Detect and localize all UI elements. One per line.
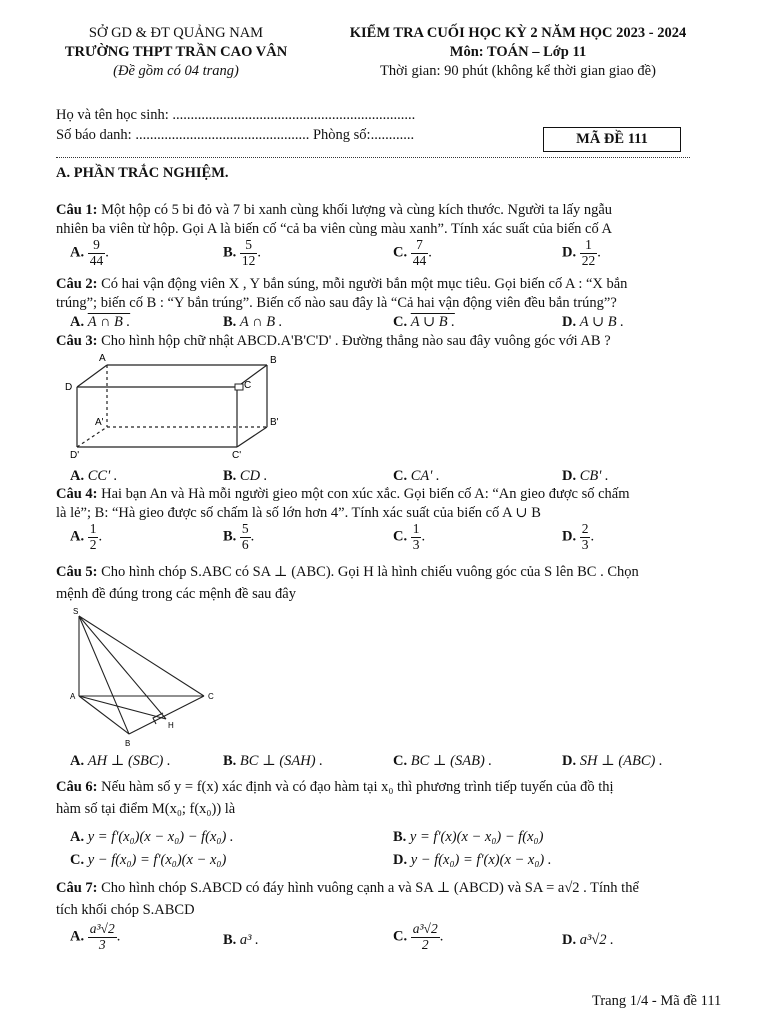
option-label: C.: [393, 528, 408, 545]
option-text: y − f(x₀) = f'(x)(x − x₀) .: [410, 852, 552, 868]
option-label: D.: [562, 753, 577, 769]
option-label: A.: [70, 468, 85, 484]
q2-option-a[interactable]: [70, 313, 130, 332]
exam-code-box: MÃ ĐỀ 111: [543, 127, 681, 152]
q3-option-d[interactable]: [562, 467, 609, 486]
punct: .: [597, 244, 601, 261]
question-text: nhiên ba viên từ hộp. Gọi A là biến cố “cả ba viên cùng màu xanh”. Tính xác suất của biến cố A: [56, 220, 613, 237]
question-5: [56, 561, 736, 606]
question-7: [56, 877, 736, 922]
pages-note: (Đề gồm có 04 trang): [113, 62, 239, 79]
option-label: D.: [562, 528, 577, 545]
option-text: A ∪ B .: [410, 314, 455, 330]
question-text: Hai bạn An và Hà mỗi người gieo một con xúc xắc. Gọi biến cố A: “An gieo được số chấm: [101, 486, 630, 502]
question-4: [56, 485, 736, 523]
question-text: trúng”; biến cố B : “Y bắn trúng”. Biến cố nào sau đây là “Cả hai vận động viên đều bắn trúng”?: [56, 294, 617, 311]
numerator: 1: [89, 521, 97, 536]
question-text: mệnh đề đúng trong các mệnh đề sau đây: [56, 586, 296, 603]
q2-option-b[interactable]: [223, 313, 282, 332]
option-label: B.: [223, 528, 237, 545]
q6-option-b[interactable]: [393, 828, 543, 847]
label-S: S: [73, 607, 79, 616]
punct: .: [98, 528, 103, 545]
numerator: 7: [411, 238, 429, 254]
punct: .: [439, 928, 444, 945]
divider: [56, 157, 690, 158]
school-name: TRƯỜNG THPT TRẦN CAO VÂN: [64, 43, 288, 60]
option-label: D.: [393, 852, 408, 868]
page-footer: Trang 1/4 - Mã đề 111: [592, 993, 722, 1009]
q5-option-c[interactable]: [393, 752, 492, 771]
label-B: B: [125, 739, 131, 748]
question-1: [56, 201, 736, 239]
option-label: C.: [393, 314, 408, 330]
q1-option-a[interactable]: [70, 238, 109, 269]
q4-option-c[interactable]: [393, 522, 425, 553]
subject: Môn: TOÁN – Lớp 11: [449, 43, 587, 60]
question-number: Câu 3:: [56, 333, 98, 349]
question-number: Câu 7:: [56, 880, 98, 896]
option-text: a³ .: [239, 932, 259, 948]
denominator: 3: [98, 936, 106, 952]
question-number: Câu 5:: [56, 564, 98, 580]
option-label: C.: [393, 468, 408, 484]
question-number: Câu 1:: [56, 202, 98, 218]
denominator: 44: [89, 252, 104, 268]
option-text: A ∩ B .: [87, 314, 131, 330]
question-text: tích khối chóp S.ABCD: [56, 902, 195, 919]
numerator: 5: [241, 521, 249, 536]
question-text: Nếu hàm số y = f(x) xác định và có đạo hàm tại x₀ thì phương trình tiếp tuyến của đồ thị: [101, 779, 614, 795]
option-label: A.: [70, 528, 85, 545]
denominator: 2: [421, 936, 429, 952]
punct: .: [116, 928, 121, 945]
option-label: D.: [562, 932, 577, 948]
option-label: B.: [223, 314, 237, 330]
option-text: y − f(x₀) = f'(x₀)(x − x₀): [87, 852, 227, 868]
question-text: Một hộp có 5 bi đỏ và 7 bi xanh cùng khối lượng và cùng kích thước. Người ta lấy ngẫu: [101, 202, 613, 218]
q5-option-b[interactable]: [223, 752, 323, 771]
option-label: C.: [70, 852, 85, 868]
option-label: C.: [393, 753, 408, 769]
label-C-prime: C': [232, 450, 242, 461]
option-text: CD .: [239, 468, 268, 484]
option-label: B.: [393, 829, 407, 845]
q5-option-a[interactable]: [70, 752, 171, 771]
q5-option-d[interactable]: [562, 752, 663, 771]
q7-option-a[interactable]: [70, 922, 120, 953]
numerator: 9: [88, 238, 106, 254]
label-B: B: [270, 355, 277, 366]
label-A: A: [99, 353, 106, 364]
question-text: Có hai vận động viên X , Y bắn súng, mỗi người bắn một mục tiêu. Gọi biến cố A : “X bắn: [101, 276, 628, 292]
numerator: 5: [240, 238, 258, 254]
label-B-prime: B': [270, 417, 279, 428]
option-label: B.: [223, 468, 237, 484]
option-text: CA' .: [410, 468, 440, 484]
option-text: A ∩ B .: [239, 314, 283, 330]
option-text: AH ⊥ (SBC) .: [87, 753, 171, 769]
q2-option-c[interactable]: [393, 313, 455, 332]
question-number: Câu 4:: [56, 486, 98, 502]
question-text: hàm số tại điểm M(x₀; f(x₀)) là: [56, 801, 236, 818]
punct: .: [257, 244, 262, 261]
denominator: 2: [89, 536, 97, 552]
option-label: C.: [393, 244, 408, 261]
cuboid-figure: [60, 350, 300, 462]
header-left: [56, 24, 296, 81]
punct: .: [428, 244, 432, 261]
exam-title: KIỂM TRA CUỐI HỌC KỲ 2 NĂM HỌC 2023 - 2024: [349, 25, 687, 41]
option-label: A.: [70, 314, 85, 330]
q3-option-b[interactable]: [223, 467, 267, 486]
q4-option-b[interactable]: [223, 522, 254, 553]
q6-option-c[interactable]: [70, 851, 226, 870]
option-label: A.: [70, 244, 85, 261]
student-name-label: Họ và tên học sinh: ...................................................................: [56, 107, 416, 123]
denominator: 6: [241, 536, 249, 552]
q7-option-d[interactable]: [562, 931, 614, 950]
q7-option-b[interactable]: [223, 931, 259, 950]
option-label: D.: [562, 244, 577, 261]
question-6: [56, 776, 736, 821]
question-number: Câu 2:: [56, 276, 98, 292]
label-A-prime: A': [95, 417, 104, 428]
label-C: C: [208, 692, 214, 701]
numerator: a³√2: [412, 921, 438, 936]
option-text: y = f'(x)(x − x₀) − f(x₀): [409, 829, 544, 845]
denominator: 22: [581, 252, 596, 268]
label-C: C: [244, 380, 252, 391]
option-text: SH ⊥ (ABC) .: [579, 753, 663, 769]
section-title: A. PHẦN TRẮC NGHIỆM.: [56, 165, 229, 181]
q3-option-a[interactable]: [70, 467, 117, 486]
option-label: A.: [70, 753, 85, 769]
header-right: [318, 24, 718, 81]
label-H: H: [168, 721, 174, 730]
q2-option-d[interactable]: [562, 313, 624, 332]
numerator: 1: [412, 521, 420, 536]
student-id-label: Số báo danh: ................................................ Phòng số:............: [56, 127, 415, 143]
option-label: A.: [70, 928, 85, 945]
q6-option-a[interactable]: [70, 828, 234, 847]
option-label: D.: [562, 314, 577, 330]
pyramid-figure: [62, 606, 242, 750]
denominator: 44: [412, 252, 427, 268]
option-text: BC ⊥ (SAH) .: [239, 753, 323, 769]
option-text: a³√2 .: [579, 932, 614, 948]
option-text: y = f'(x₀)(x − x₀) − f(x₀) .: [87, 829, 234, 845]
exam-time: Thời gian: 90 phút (không kể thời gian giao đề): [380, 62, 656, 79]
punct: .: [105, 244, 109, 261]
department: SỞ GD & ĐT QUẢNG NAM: [88, 25, 264, 41]
numerator: a³√2: [89, 921, 115, 936]
punct: .: [421, 528, 426, 545]
question-text: Cho hình chóp S.ABCD có đáy hình vuông cạnh a và SA ⊥ (ABCD) và SA = a√2 . Tính thể: [101, 880, 639, 896]
q7-option-c[interactable]: [393, 922, 443, 953]
q4-option-a[interactable]: [70, 522, 102, 553]
denominator: 3: [581, 536, 589, 552]
question-text: Cho hình hộp chữ nhật ABCD.A'B'C'D' . Đường thẳng nào sau đây vuông góc với AB ?: [101, 333, 611, 349]
question-3: [56, 332, 736, 351]
q3-option-c[interactable]: [393, 467, 440, 486]
question-2: [56, 275, 736, 313]
question-number: Câu 6:: [56, 779, 98, 795]
punct: .: [250, 528, 255, 545]
option-label: B.: [223, 244, 237, 261]
option-text: CB' .: [579, 468, 609, 484]
option-text: BC ⊥ (SAB) .: [410, 753, 493, 769]
option-label: C.: [393, 928, 408, 945]
question-text: Cho hình chóp S.ABC có SA ⊥ (ABC). Gọi H là hình chiếu vuông góc của S lên BC . Chọn: [101, 564, 639, 580]
option-label: B.: [223, 753, 237, 769]
option-label: A.: [70, 829, 85, 845]
numerator: 1: [580, 238, 598, 254]
label-D: D: [65, 382, 73, 393]
q6-option-d[interactable]: [393, 851, 551, 870]
numerator: 2: [581, 521, 589, 536]
punct: .: [590, 528, 595, 545]
option-label: D.: [562, 468, 577, 484]
q4-option-d[interactable]: [562, 522, 594, 553]
q1-option-b[interactable]: [223, 238, 261, 269]
option-text: CC' .: [87, 468, 118, 484]
denominator: 12: [241, 252, 256, 268]
label-A: A: [70, 692, 76, 701]
denominator: 3: [412, 536, 420, 552]
q1-option-d[interactable]: [562, 238, 601, 269]
option-label: B.: [223, 932, 237, 948]
option-text: A ∪ B .: [579, 314, 624, 330]
label-D-prime: D': [70, 450, 80, 461]
q1-option-c[interactable]: [393, 238, 432, 269]
question-text: là lẻ”; B: “Hà gieo được số chấm là số lớn hơn 4”. Tính xác suất của biến cố A ∪ B: [56, 504, 541, 521]
